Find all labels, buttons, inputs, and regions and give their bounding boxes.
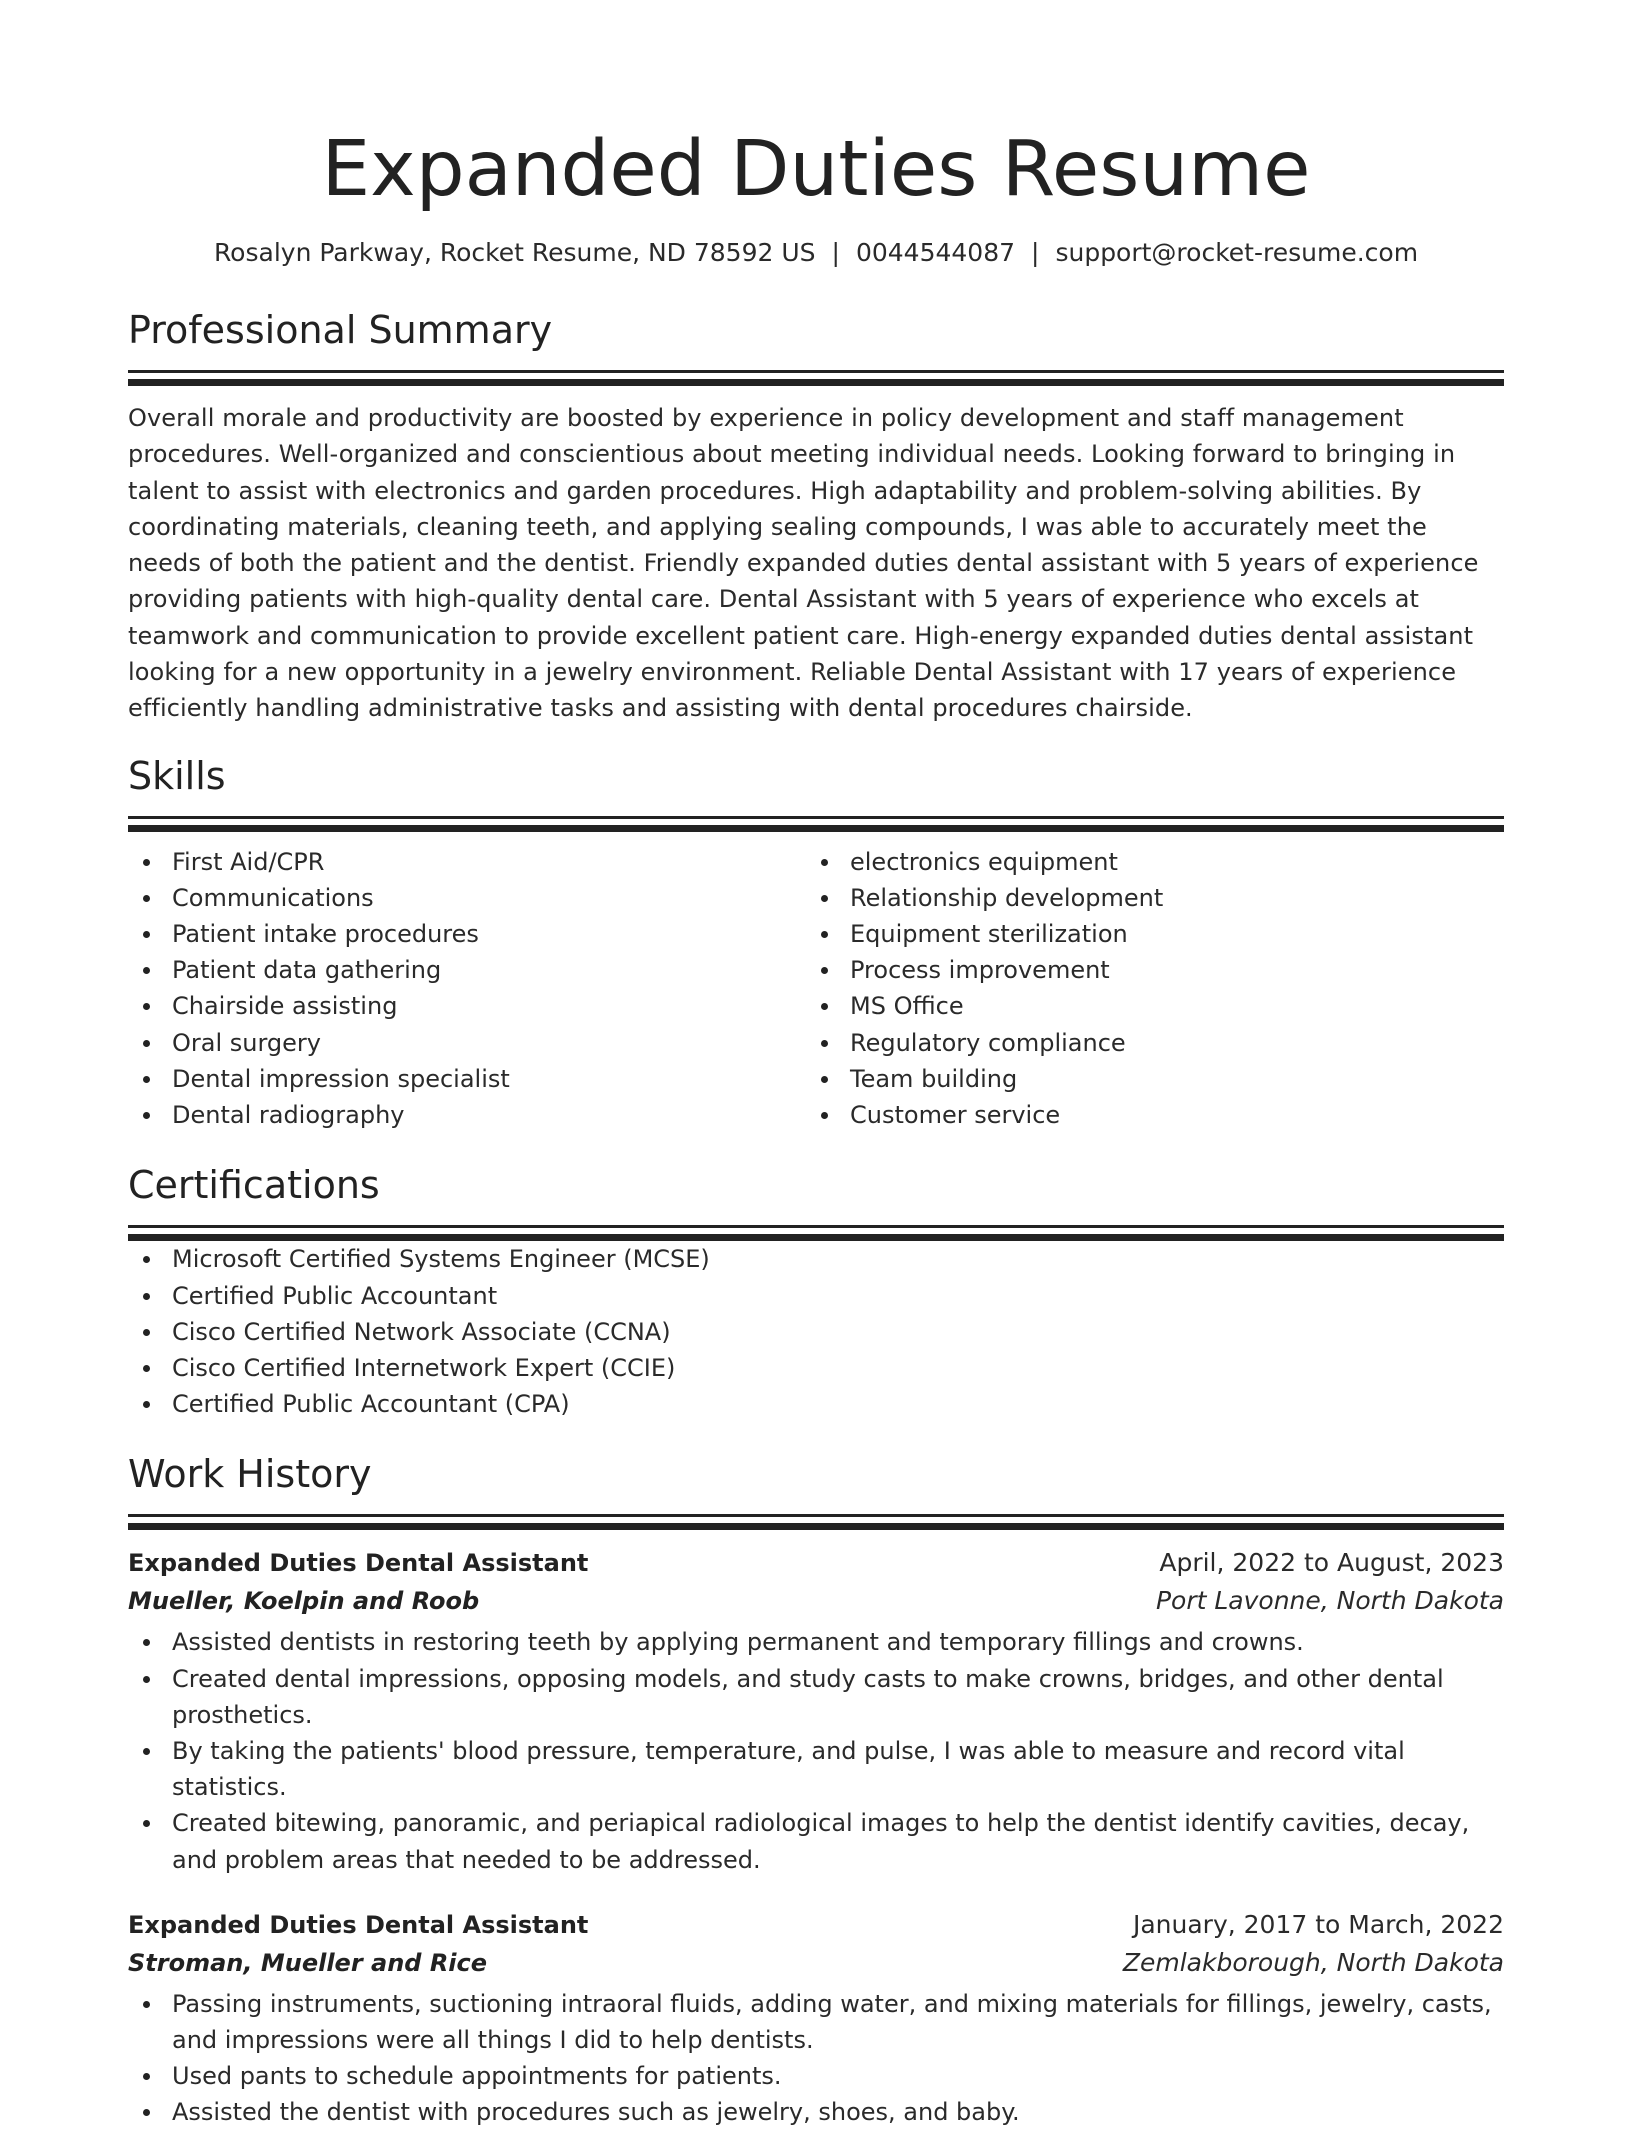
skill-item: Chairside assisting (128, 988, 806, 1024)
work-history-section (128, 1450, 1504, 2130)
job-duty-item: Assisted the dentist with procedures such as jewelry, shoes, and baby. (128, 2094, 1504, 2130)
section-divider (128, 1225, 1504, 1228)
section-heading-summary: Professional Summary (128, 308, 553, 352)
skill-item: Relationship development (806, 880, 1484, 916)
summary-text: Overall morale and productivity are boosted by experience in policy development and staff management procedures. Well-organized and conscientious about meeting individual needs. Looking forward to bringing in talent to assist with electronics and garden procedures. High adaptability and problem-solving abilities. By coordinating materials, cleaning teeth, and applying sealing compounds, I was able to accurately meet the needs of both the patient and the dentist. Friendly expanded duties dental assistant with 5 years of experience providing patients with high-quality dental care. Dental Assistant with 5 years of experience who excels at teamwork and communication to provide excellent patient care. High-energy expanded duties dental assistant looking for a new opportunity in a jewelry environment. Reliable Dental Assistant with 17 years of experience efficiently handling administrative tasks and assisting with dental procedures chairside. (128, 404, 1479, 723)
skills-grid (128, 844, 1504, 1134)
summary-section (128, 306, 1504, 727)
contact-line (128, 236, 1504, 270)
section-heading-certifications: Certifications (128, 1163, 380, 1208)
job-duty-item: Created bitewing, panoramic, and periapical radiological images to help the dentist identify cavities, decay, and problem areas that needed to be addressed. (128, 1805, 1504, 1877)
section-divider (128, 370, 1504, 373)
contact-phone: 0044544087 (855, 238, 1016, 267)
skill-item: electronics equipment (806, 844, 1484, 880)
skill-item: Team building (806, 1061, 1484, 1097)
job-duty-item: Assisted dentists in restoring teeth by applying permanent and temporary fillings and crowns. (128, 1624, 1504, 1660)
skill-item: Customer service (806, 1097, 1484, 1133)
job-duties-list (128, 1986, 1504, 2131)
job-duty-item: Passing instruments, suctioning intraoral fluids, adding water, and mixing materials for fillings, jewelry, casts, and impressions were all things I did to help dentists. (128, 1986, 1504, 2058)
section-divider-thick (128, 1234, 1504, 1241)
section-divider (128, 1514, 1504, 1517)
certification-item: Cisco Certified Network Associate (CCNA) (128, 1314, 1504, 1350)
job-title: Expanded Duties Dental Assistant (128, 1549, 589, 1578)
resume-page (128, 0, 1504, 2131)
section-divider-thick (128, 379, 1504, 386)
skill-item: Oral surgery (128, 1025, 806, 1061)
job-subheader-row (128, 1586, 1504, 1624)
job-company: Stroman, Mueller and Rice (128, 1948, 488, 1977)
contact-separator: | (1031, 238, 1040, 267)
skill-item: Regulatory compliance (806, 1025, 1484, 1061)
job-location: Port Lavonne, North Dakota (1155, 1586, 1504, 1616)
job-company: Mueller, Koelpin and Roob (128, 1587, 480, 1616)
contact-email: support@rocket-resume.com (1055, 238, 1419, 267)
section-heading-skills: Skills (128, 753, 226, 798)
certification-item: Certified Public Accountant (CPA) (128, 1386, 1504, 1422)
job-entry (128, 1548, 1504, 1877)
skills-list-left (128, 844, 806, 1134)
job-dates: April, 2022 to August, 2023 (1159, 1548, 1504, 1578)
certification-item: Cisco Certified Internetwork Expert (CCIE) (128, 1350, 1504, 1386)
section-divider (128, 816, 1504, 819)
job-duties-list (128, 1624, 1504, 1877)
skill-item: Patient data gathering (128, 952, 806, 988)
job-dates: January, 2017 to March, 2022 (1132, 1909, 1504, 1939)
job-duty-item: Used pants to schedule appointments for patients. (128, 2058, 1504, 2094)
skills-list-right (806, 844, 1484, 1134)
certification-item: Microsoft Certified Systems Engineer (MCSE) (128, 1241, 1504, 1277)
job-subheader-row (128, 1948, 1504, 1986)
skills-section (128, 752, 1504, 1134)
contact-separator: | (831, 238, 840, 267)
skill-item: Dental radiography (128, 1097, 806, 1133)
skill-item: Patient intake procedures (128, 916, 806, 952)
skill-item: Dental impression specialist (128, 1061, 806, 1097)
job-location: Zemlakborough, North Dakota (1122, 1947, 1504, 1977)
skill-item: Communications (128, 880, 806, 916)
skill-item: Equipment sterilization (806, 916, 1484, 952)
job-duty-item: Created dental impressions, opposing models, and study casts to make crowns, bridges, and other dental prosthetics. (128, 1661, 1504, 1733)
certifications-list (128, 1241, 1504, 1422)
job-header-row (128, 1548, 1504, 1586)
skill-item: Process improvement (806, 952, 1484, 988)
skill-item: MS Office (806, 988, 1484, 1024)
section-heading-work-history: Work History (128, 1452, 372, 1497)
certifications-section (128, 1161, 1504, 1422)
skill-item: First Aid/CPR (128, 844, 806, 880)
section-divider-thick (128, 825, 1504, 832)
certification-item: Certified Public Accountant (128, 1278, 1504, 1314)
job-title: Expanded Duties Dental Assistant (128, 1910, 589, 1939)
resume-title: Expanded Duties Resume (321, 125, 1311, 214)
section-divider-thick (128, 1523, 1504, 1530)
job-header-row (128, 1910, 1504, 1948)
job-duty-item: By taking the patients' blood pressure, temperature, and pulse, I was able to measure and record vital statistics. (128, 1733, 1504, 1805)
contact-address: Rosalyn Parkway, Rocket Resume, ND 78592 US (213, 238, 816, 267)
job-entry (128, 1910, 1504, 2131)
